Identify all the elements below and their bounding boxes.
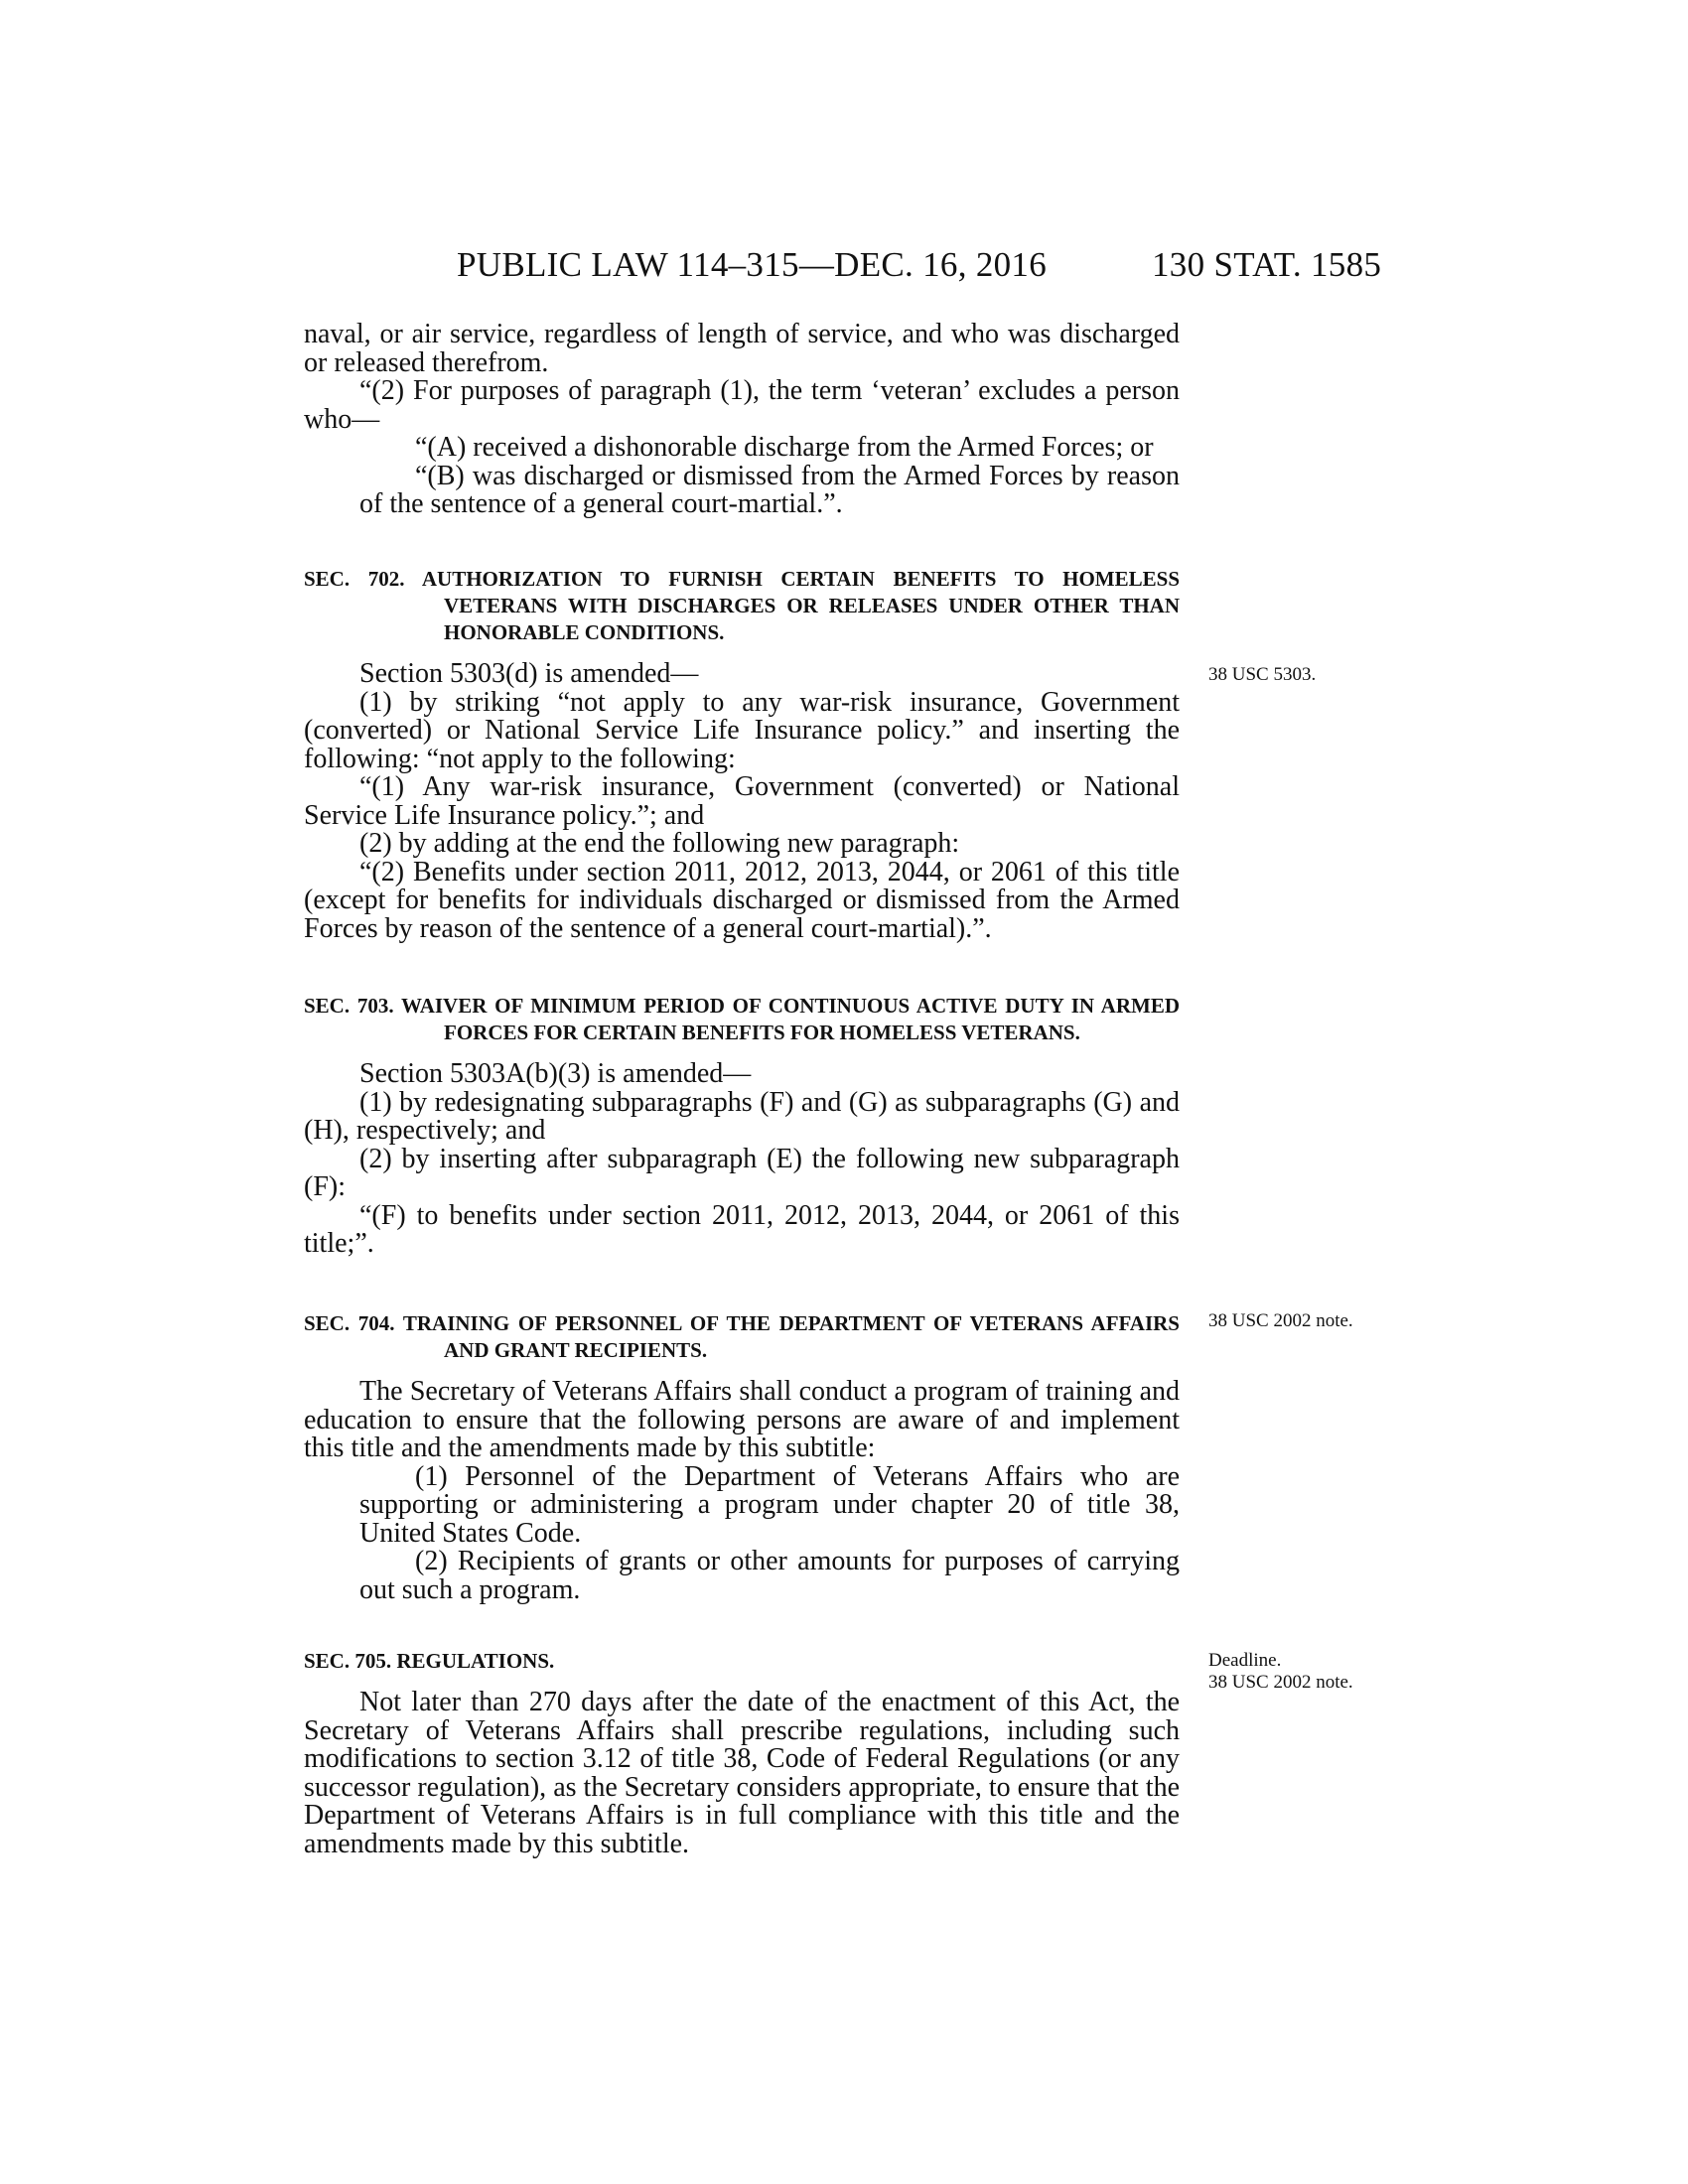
subparagraph-a: “(A) received a dishonorable discharge from the Armed Forces; or — [415, 432, 1154, 463]
sidenote-702: 38 USC 5303. — [1208, 664, 1317, 685]
section-702-quote-2: “(2) Benefits under section 2011, 2012, 2013, 2044, or 2061 of this title (except for benefits for individuals discharged or dismissed from the Armed Forces by reason of the sentence of a general court-martial).”. — [304, 856, 1180, 944]
section-703-item-1: (1) by redesignating subparagraphs (F) and (G) as subparagraphs (G) and (H), respectively; and — [304, 1086, 1180, 1146]
paragraph-2: “(2) For purposes of paragraph (1), the term ‘veteran’ excludes a person who— — [304, 375, 1180, 435]
section-703-lead: Section 5303A(b)(3) is amended— — [359, 1058, 752, 1089]
section-703 — [304, 993, 1180, 1259]
section-704-heading — [304, 1310, 1180, 1364]
section-703-item-2: (2) by inserting after subparagraph (E) the following new subparagraph (F): — [304, 1143, 1180, 1202]
section-705 — [304, 1648, 1180, 1858]
section-702-item-2: (2) by adding at the end the following new paragraph: — [359, 828, 960, 859]
sidenote-704: 38 USC 2002 note. — [1208, 1310, 1353, 1331]
running-header: PUBLIC LAW 114–315—DEC. 16, 2016 — [457, 245, 1048, 284]
section-702-item-1: (1) by striking “not apply to any war-risk insurance, Government (converted) or National Service Life Insurance policy.” and inserting the following: “not apply to the following: — [304, 686, 1180, 774]
section-705-heading — [304, 1648, 1180, 1675]
section-704-lead: The Secretary of Veterans Affairs shall conduct a program of training and education to ensure that the following persons are aware of and implement this title and the amendments made by this subtitle: — [304, 1376, 1180, 1463]
section-702-quote-1: “(1) Any war-risk insurance, Government (converted) or National Service Life Insurance policy.”; and — [304, 771, 1180, 831]
section-702 — [304, 566, 1180, 943]
page-body — [304, 321, 1180, 519]
section-703-heading — [304, 993, 1180, 1046]
sidenote-705-citation: 38 USC 2002 note. — [1208, 1672, 1353, 1693]
section-704 — [304, 1310, 1180, 1604]
section-702-title: AUTHORIZATION TO FURNISH CERTAIN BENEFITS TO HOMELESS VETERANS WITH DISCHARGES OR RELEASES UNDER OTHER THAN HONORABLE CONDITIONS. — [421, 567, 1180, 644]
section-703-label: SEC. 703. — [304, 994, 394, 1018]
section-703-title: WAIVER OF MINIMUM PERIOD OF CONTINUOUS ACTIVE DUTY IN ARMED FORCES FOR CERTAIN BENEFITS FOR HOMELESS VETERANS. — [401, 994, 1181, 1044]
section-704-title: TRAINING OF PERSONNEL OF THE DEPARTMENT OF VETERANS AFFAIRS AND GRANT RECIPIENTS. — [402, 1311, 1180, 1362]
sidenote-705-deadline: Deadline. — [1208, 1650, 1282, 1671]
section-705-label: SEC. 705. — [304, 1649, 392, 1673]
section-702-heading — [304, 566, 1180, 646]
section-704-item-2: (2) Recipients of grants or other amounts for purposes of carrying out such a program. — [359, 1546, 1180, 1605]
section-702-lead: Section 5303(d) is amended— — [359, 658, 699, 689]
subparagraph-b: “(B) was discharged or dismissed from the Armed Forces by reason of the sentence of a general court-martial.”. — [359, 460, 1180, 519]
section-703-quote: “(F) to benefits under section 2011, 2012, 2013, 2044, or 2061 of this title;”. — [304, 1199, 1180, 1259]
statute-page-number: 130 STAT. 1585 — [1152, 245, 1382, 284]
section-704-item-1: (1) Personnel of the Department of Veterans Affairs who are supporting or administering a program under chapter 20 of title 38, United States Code. — [359, 1460, 1180, 1549]
section-704-label: SEC. 704. — [304, 1311, 395, 1335]
section-705-text: Not later than 270 days after the date of the enactment of this Act, the Secretary of Veterans Affairs shall prescribe regulations, including such modifications to section 3.12 of title 38, Code of Federal Regulations (or any successor regulation), as the Secretary considers appropriate, to ensure that the Department of Veterans Affairs is in full compliance with this title and the amendments made by this subtitle. — [304, 1687, 1180, 1859]
continued-paragraph: naval, or air service, regardless of length of service, and who was discharged or released therefrom. — [304, 319, 1180, 378]
section-702-label: SEC. 702. — [304, 567, 405, 591]
section-705-title: REGULATIONS. — [396, 1649, 555, 1673]
